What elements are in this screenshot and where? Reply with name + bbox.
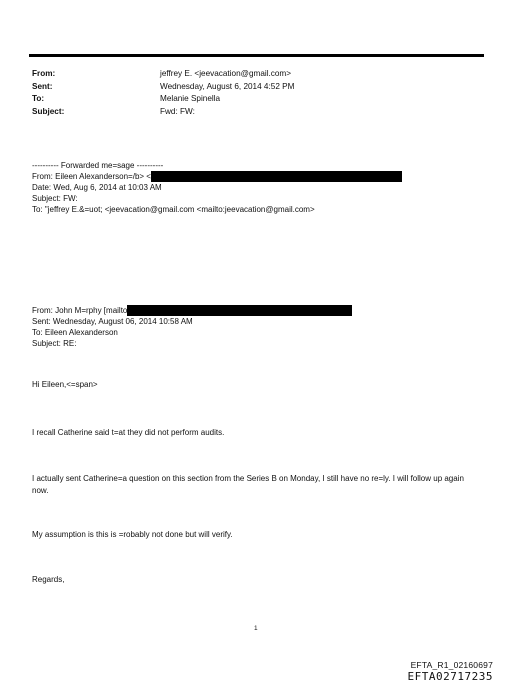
header-from-row [32,68,294,81]
forwarded-to: To: "jeffrey E.&=uot; <jeevacation@gmail.com <mailto:jeevacation@gmail.com> [32,205,315,214]
body-paragraph-2: I actually sent Catherine=a question on this section from the Series B on Monday, I still have no re=ly. I will follow up again now. [32,474,464,495]
from-value: jeffrey E. <jeevacation@gmail.com> [160,69,292,78]
forwarded-block [32,160,402,215]
body-paragraph-1: I recall Catherine said t=at they did not perform audits. [32,428,225,437]
reply-block [32,305,352,349]
header-to-row [32,93,294,106]
bates-stamp-secondary: EFTA02717235 [407,670,493,683]
to-label: To: [32,94,45,104]
bates-stamp-primary: EFTA_R1_02160697 [410,660,493,670]
forwarded-date: Date: Wed, Aug 6, 2014 at 10:03 AM [32,183,162,192]
email-header [32,68,294,118]
header-sent-row [32,81,294,94]
reply-sent: Sent: Wednesday, August 06, 2014 10:58 AM [32,317,193,326]
redaction-box [151,171,402,182]
forwarded-divider: ---------- Forwarded me=sage ---------- [32,161,164,170]
header-subject-row [32,106,294,119]
forwarded-from: From: Eileen Alexanderson=/b> < [32,172,151,181]
redaction-box [127,305,352,316]
subject-value: Fwd: FW: [160,106,195,116]
forwarded-from-line [32,171,402,182]
from-label: From: [32,69,56,78]
sent-label: Sent: [32,81,53,91]
to-value: Melanie Spinella [160,94,221,104]
page-number: 1 [254,625,258,632]
forwarded-subject: Subject: FW: [32,194,78,203]
reply-from-line [32,305,352,316]
reply-to: To: Eileen Alexanderson [32,328,118,337]
header-rule [29,54,484,57]
reply-from: From: John M=rphy [mailto [32,306,128,315]
subject-label: Subject: [32,106,65,116]
body-paragraph-3: My assumption is this is =robably not done but will verify. [32,530,233,539]
reply-subject: Subject: RE: [32,339,77,348]
sent-value: Wednesday, August 6, 2014 4:52 PM [160,81,295,91]
body-closing: Regards, [32,575,65,584]
body-greeting: Hi Eileen,<=span> [32,380,98,389]
